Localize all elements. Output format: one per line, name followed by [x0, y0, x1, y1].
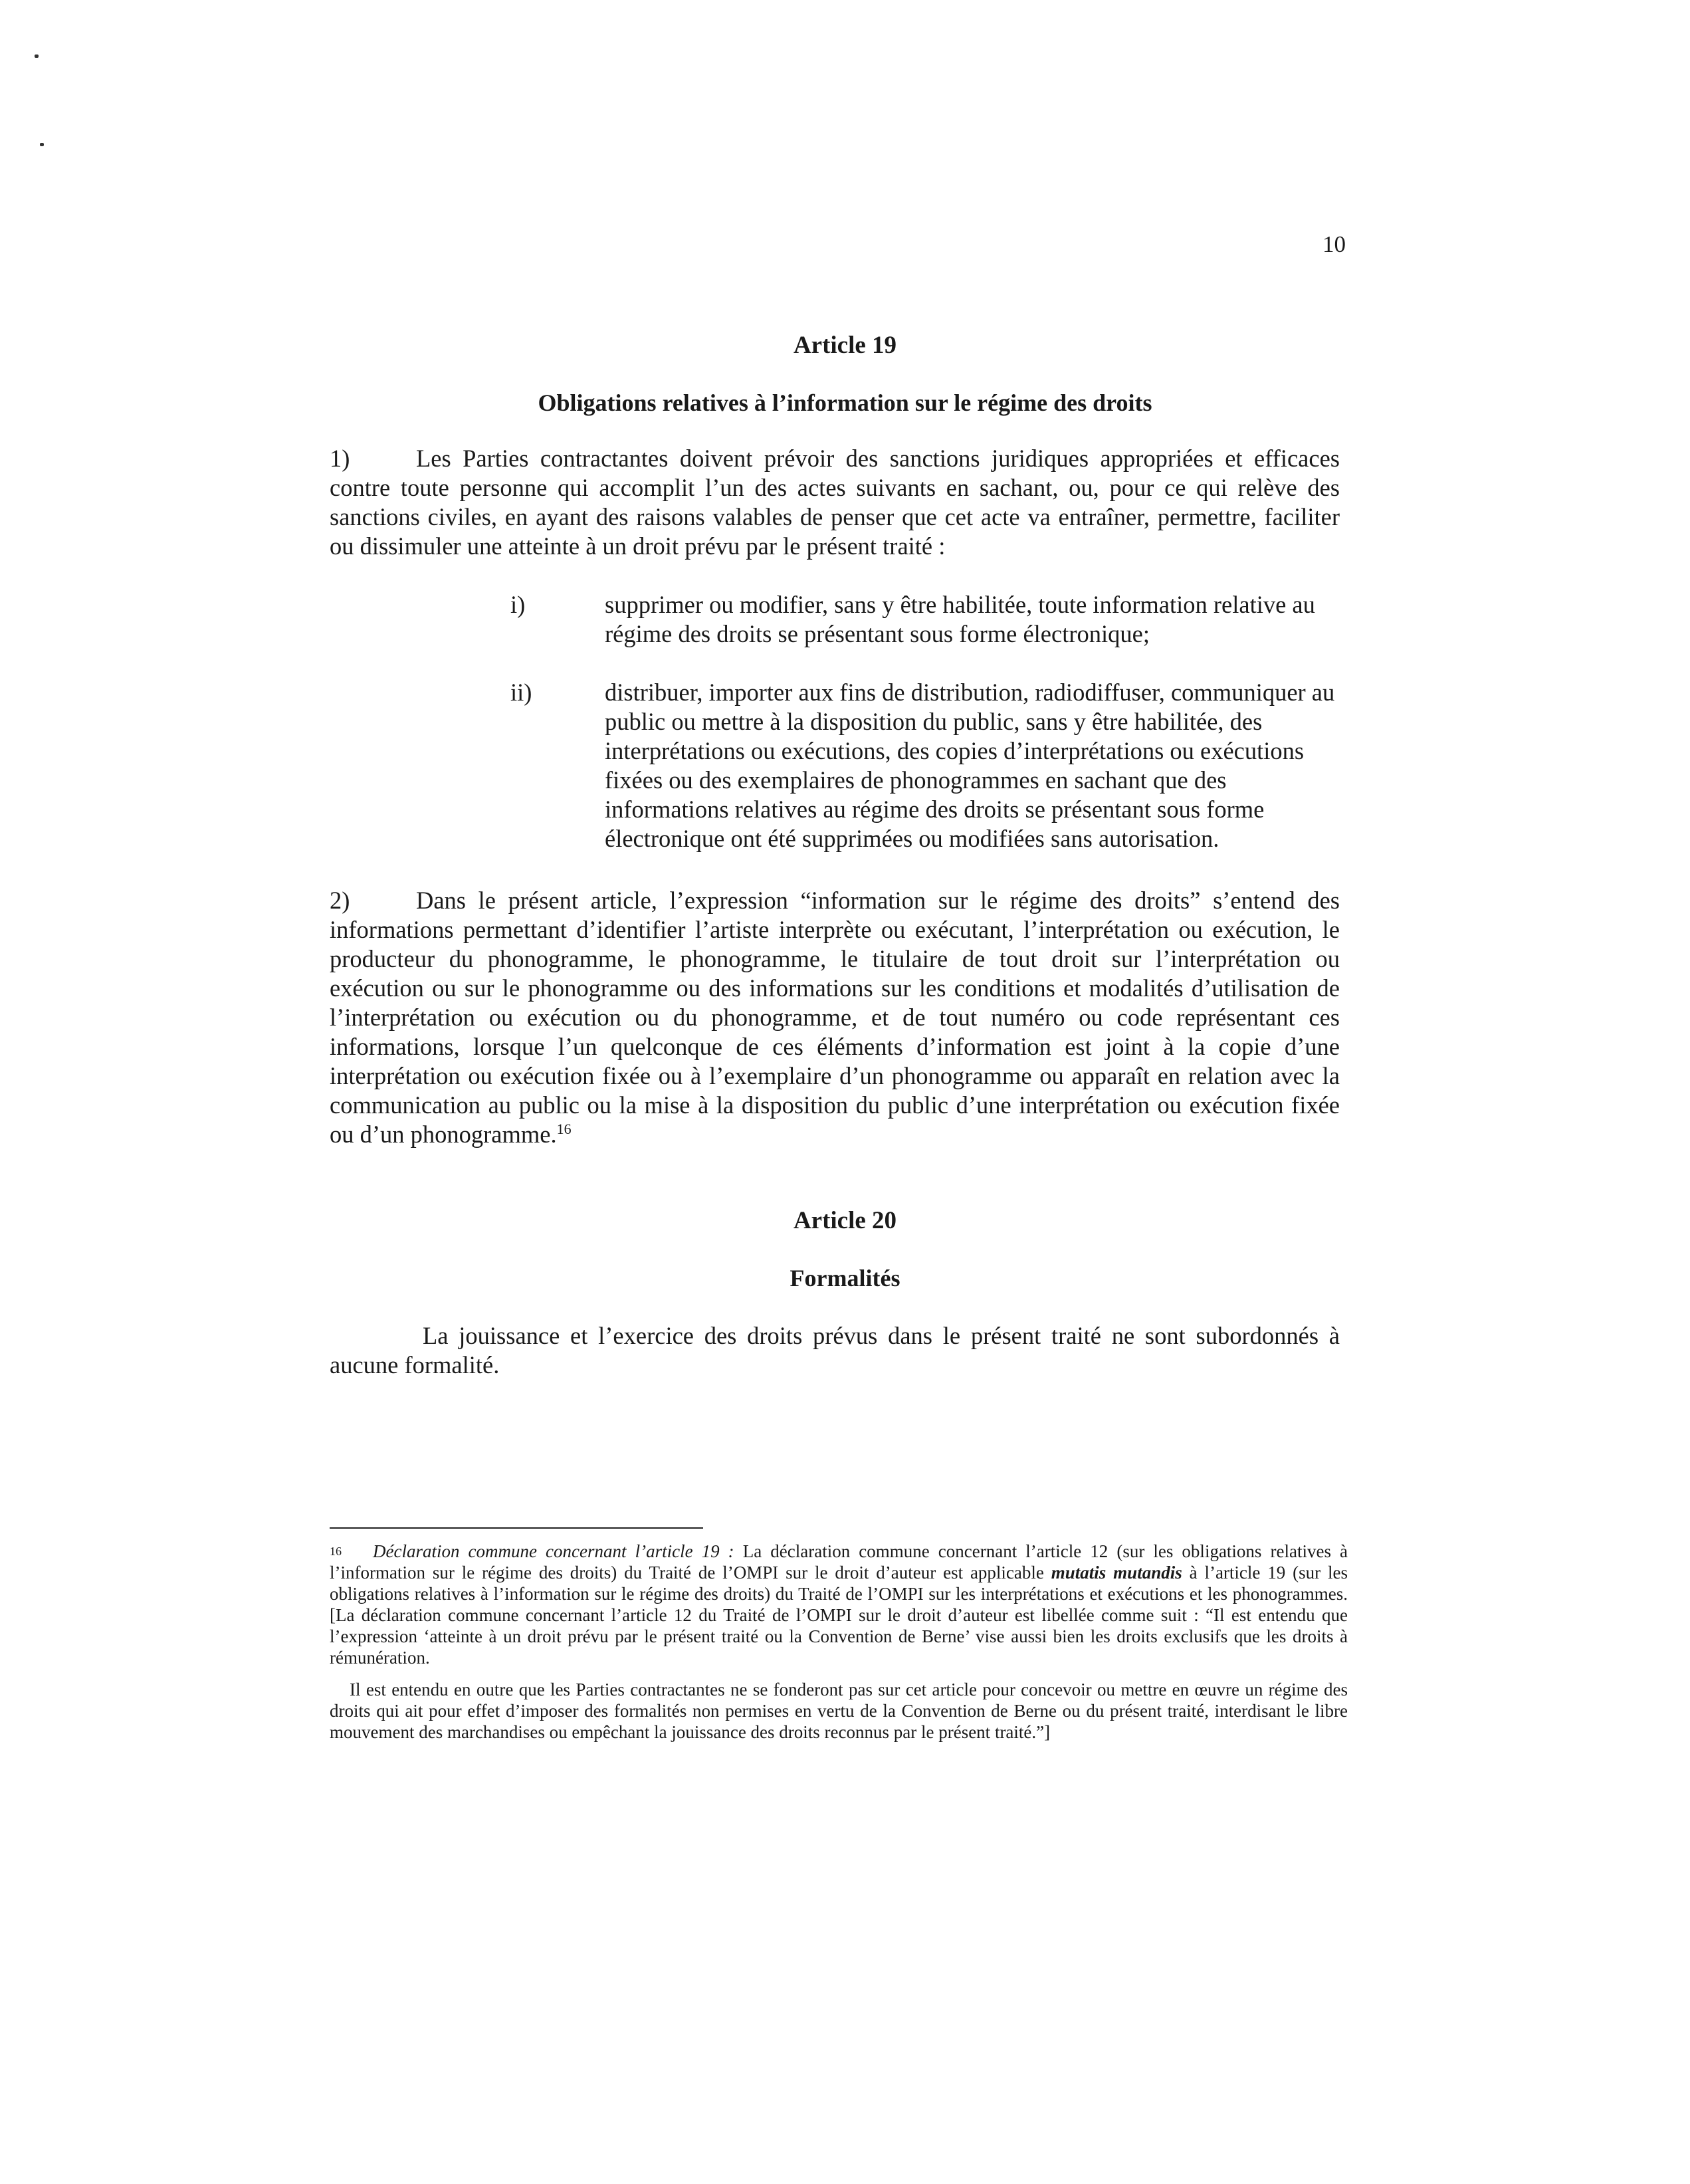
- article-19-item-ii: [510, 678, 1341, 853]
- paragraph-text: Les Parties contractantes doivent prévoir des sanctions juridiques appropriées et efficaces contre toute personne qui accomplit l’un des actes suivants en sachant, ou, pour ce qui relève des sanctions civiles, en ayant des raisons valables de penser que cet acte va entraîner, permettre, faciliter ou dissimuler une atteinte à un droit prévu par le présent traité :: [330, 445, 1340, 560]
- footnote-text: La déclaration commune concernant l’article 12 (sur les obligations relatives à l’information sur le régime des droits) du Traité de l’OMPI sur le droit d’auteur est applicable: [330, 1541, 1348, 1583]
- paragraph-number: 2): [330, 887, 350, 914]
- item-text: supprimer ou modifier, sans y être habilitée, toute information relative au régime des droits se présentant sous forme électronique;: [605, 591, 1315, 647]
- paragraph-text: La jouissance et l’exercice des droits prévus dans le présent traité ne sont subordonnés à aucune formalité.: [330, 1322, 1340, 1378]
- footnote-latin-phrase: mutatis mutandis: [1051, 1563, 1182, 1583]
- article-19-paragraph-1: [330, 444, 1340, 561]
- footnote-number: 16: [330, 1545, 342, 1558]
- article-19-subtitle: Obligations relatives à l’information sur le régime des droits: [538, 389, 1152, 416]
- page-number: 10: [1322, 231, 1346, 257]
- scan-speck: [40, 143, 44, 146]
- scan-speck: [35, 55, 39, 58]
- article-20-title: Article 20: [793, 1207, 897, 1234]
- item-number: ii): [510, 679, 532, 706]
- article-19-item-i: [510, 590, 1341, 649]
- article-20-paragraph: [330, 1321, 1340, 1380]
- footnote-text: à l’article 19 (sur les obligations relatives à l’information sur le régime des droits) du Traité de l’OMPI sur les interprétations et exécutions et les phonogrammes. [La déclaration commune concernant l’article 12 du Traité de l’OMPI sur le droit d’auteur est libellée comme suit : “Il est entendu que l’expression ‘atteinte à un droit prévu par le présent traité ou la Convention de Berne’ vise aussi bien les droits exclusifs que les droits à rémunération.: [330, 1563, 1348, 1668]
- footnote-text: Il est entendu en outre que les Parties contractantes ne se fonderont pas sur cet article pour concevoir ou mettre en œuvre un régime des droits qui ait pour effet d’imposer des formalités non permises en vertu de la Convention de Berne ou du présent traité, interdisant le libre mouvement des marchandises ou empêchant la jouissance des droits reconnus par le présent traité.”]: [330, 1680, 1348, 1742]
- item-number: i): [510, 591, 526, 618]
- footnote-lead: Déclaration commune concernant l’article 19 :: [373, 1541, 734, 1561]
- article-20-subtitle: Formalités: [790, 1265, 900, 1291]
- item-text: distribuer, importer aux fins de distribution, radiodiffuser, communiquer au public ou mettre à la disposition du public, sans y être habilitée, des interprétations ou exécutions, des copies d’interprétations ou exécutions fixées ou des exemplaires de phonogrammes en sachant que des informations relatives au régime des droits se présentant sous forme électronique ont été supprimées ou modifiées sans autorisation.: [605, 679, 1335, 852]
- footnote-16: [330, 1541, 1348, 1668]
- footnote-reference[interactable]: 16: [556, 1120, 572, 1137]
- paragraph-text: Dans le présent article, l’expression “information sur le régime des droits” s’entend des informations permettant d’identifier l’artiste interprète ou exécutant, l’interprétation ou exécution, le producteur du phonogramme, le phonogramme, le titulaire de tout droit sur l’interprétation ou exécution ou sur le phonogramme ou des informations sur les conditions et modalités d’utilisation de l’interprétation ou exécution ou du phonogramme, et de tout numéro ou code représentant ces informations, lorsque l’un quelconque de ces éléments d’information est joint à la copie d’une interprétation ou exécution fixée ou à l’exemplaire d’un phonogramme ou apparaît en relation avec la communication au public ou la mise à la disposition du public d’une interprétation ou exécution fixée ou d’un phonogramme.: [330, 887, 1340, 1148]
- article-19-title: Article 19: [793, 332, 897, 359]
- article-19-paragraph-2: [330, 886, 1340, 1149]
- footnote-separator: [330, 1527, 703, 1529]
- footnote-16-continued: [330, 1679, 1348, 1743]
- paragraph-number: 1): [330, 445, 350, 472]
